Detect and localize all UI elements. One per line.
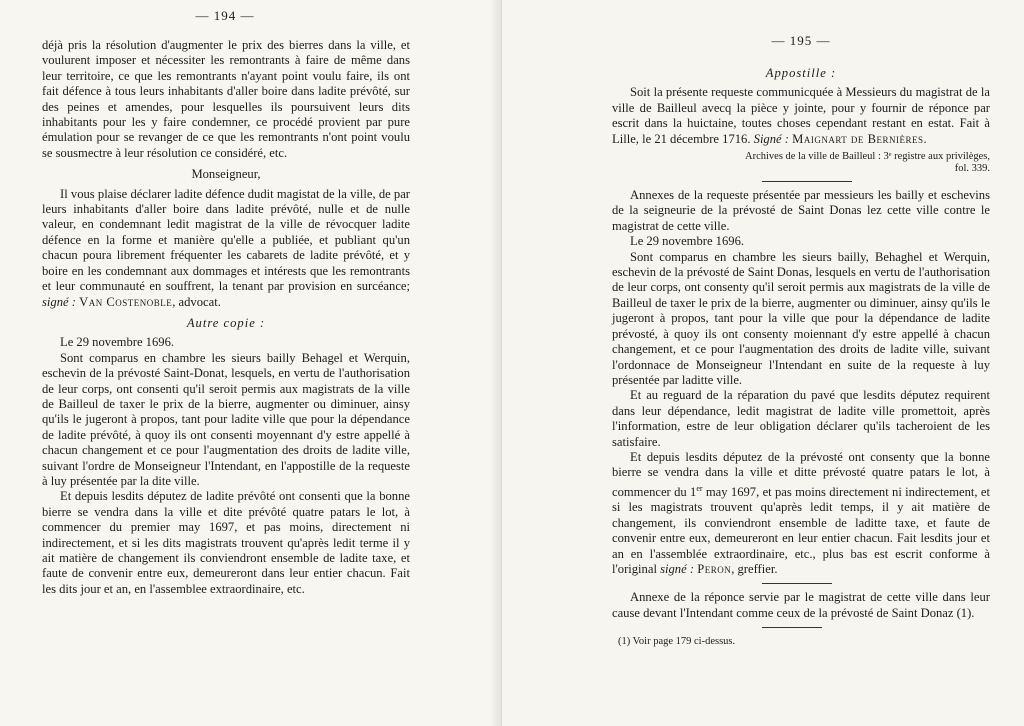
salutation: Monseigneur, [191, 167, 261, 182]
section-heading: Autre copie : [186, 315, 266, 330]
signe-label: Signé : [753, 131, 789, 146]
signatory: Van Costenoble [79, 294, 173, 309]
page-number: — 195 — [771, 33, 831, 48]
page-number: — 194 — [195, 8, 255, 23]
footnote: (1) Voir page 179 ci-dessus. [618, 636, 736, 648]
left-page [0, 0, 502, 726]
paragraph-appostille [612, 85, 990, 147]
paragraph-depuis: Et depuis lesdits députez de ladite prévôté ont consenti que la bonne bierre se vendra dans la ville et dite prévôté quatre patars le lot, à commencer du premier may 1697, et pas moins, directement ni indirectement, et si les dits magistrats trouvent qu'après ledit terme il y ait matière de changement ils conviendront ensemble de ladite taxe, et faute de convenir entre eux, demeureront dans leur entier chacun. Fait les dits jour et an, en l'assemblee extraordinaire, etc. [42, 489, 410, 596]
right-page [502, 0, 1024, 726]
signatory-2: Peron [697, 561, 732, 576]
right-page-text [612, 62, 990, 650]
signatory-2-role: , greffier. [731, 561, 778, 576]
depuis-text-a: Et depuis lesdits députez de la prévosté ont consenty que la bonne bierre se vendra dans la ville et ditte prévosté quatre patars le lot, à commencer du 1 [612, 449, 990, 499]
signatory: Maignart de Bernières. [792, 131, 928, 146]
left-page-text [42, 38, 410, 597]
paragraph-regard: Et au reguard de la réparation du pavé que lesdits députez requirent dans leur dépendance, ledit magistrat de ladite ville promettoit, après l'information, estre de leur obligation déclarer qu'ils tacheroient de les satisfaire. [612, 388, 990, 449]
date-line: Le 29 novembre 1696. [60, 335, 175, 350]
paragraph-comparus: Sont comparus en chambre les sieurs bailly, Behaghel et Werquin, eschevin de la prévosté de Saint Donas, lesquels en vertu de l'authorisation de leur corps, ont consenty qu'il seroit permis aux magistrats de la ville de Bailleul de taxer le prix de la bierre, augmenter ou diminuer, ainsy qu'ils le jugeront à propos, tant pour la ville que pour la dépendance de ladite prévosté, à quoy ils ont consenty moiennant d'y estre appellé à chacun changement, et ce pour l'augmentation des droits de ladite ville, suivant l'ordonnace de Monseigneur l'Intendant en suite de la requeste à luy présentée par laditte ville. [612, 249, 990, 387]
section-heading: Appostille : [765, 66, 837, 80]
signatory-role: , advocat. [172, 294, 221, 309]
ordinal-superscript: er [696, 483, 703, 493]
signe-label: signé : [42, 294, 76, 309]
divider [762, 181, 852, 182]
paragraph-annexe: Annexe de la réponce servie par le magistrat de cette ville dans leur cause devant l'Intendant comme ceux de la prévosté de Saint Donaz (1). [612, 590, 990, 620]
paragraph-depuis [612, 450, 990, 577]
footnote-divider [762, 627, 822, 628]
paragraph-comparus: Sont comparus en chambre les sieurs bailly Behagel et Werquin, eschevin de la prévosté Saint-Donat, lesquels, en vertu de l'authorisation de leur corps, ont consenti qu'il seroit permis aux magistrats de la ville de Bailleul de taxer le prix de la bierre, augmenter ou diminuer, ainsy qu'ils le jugeront à propos, tant pour ladite ville que pour la dépendance de ladite prévôté, à quoy ils ont consenti moyennant d'y estre appellé à chacun changement et ce pour l'augmentation des droits de ladite ville, suivant l'ordre de Monseigneur l'Intendant, en l'appostille de la requeste à luy présentée par la dite ville. [42, 350, 410, 488]
paragraph-annexes: Annexes de la requeste présentée par messieurs les bailly et eschevins de la seigneurie de la prévosté de Saint Donas lez cette ville contre le magistrat de cette ville. [612, 188, 990, 233]
signe-label-2: signé : [660, 561, 695, 576]
appostille-text: Soit la présente requeste communicquée à Messieurs du magistrat de la ville de Bailleul avecq la pièce y jointe, pour y fournir de réponce par escrit dans la huictaine, toutes choses cependant restant en estat. Fait à Lille, le 21 décembre 1716. [612, 85, 990, 146]
date-line: Le 29 novembre 1696. [630, 234, 745, 249]
depuis-text-b: may 1697, et pas moins directement ni indirectement, et si les magistrats trouvent qu'après ledit temps, il y ait matière de changement, ils conviendront ensemble de laditte taxe, et faute de convenir entre eux, demeureront en leur entier chacun. Fait lesdits jour et an en l'assemblée extraordinaire, etc., plus bas est escrit conforme à l'original [612, 484, 990, 576]
petition-text: Il vous plaise déclarer ladite défence dudit magistat de la ville, de par leurs inhabitants d'aller boire dans ladite prévôté, nulle et de nulle valeur, en condemnant ledit magistrat de la ville de révocquer ladite défence en la forme et manière qu'elle a publiée, et publiant qu'un chacun poura librement fréquenter les cabarets de ladite prévôté, et y boire en les condemnant aux dommages et intérests que les remontrants et leur communauté en souffrent, la tenant par provision en surcéance; [42, 186, 410, 294]
paragraph-petition [42, 187, 410, 310]
paragraph-continuation: déjà pris la résolution d'augmenter le prix des bierres dans la ville, et voulurent imposer et nécessiter les remontrants à faire de même dans leur territoire, ce que les remontrants n'ayant point voulu faire, ils ont fait défence à tous leurs inhabitants d'aller boire dans ladite prévôté, sur des peines et amendes, pour lesquelles ils poursuivent leurs dits inhabitants pour les y faire condemner, ce procédé provient par pure émulation pour se revanger de ce que les remontrants n'ont point voulu se sousmectre à leur résolution ce considéré, etc. [42, 38, 410, 160]
divider [762, 583, 832, 584]
source-citation: Archives de la ville de Bailleul : 3ᵉ registre aux privilèges, fol. 339. [745, 151, 990, 175]
